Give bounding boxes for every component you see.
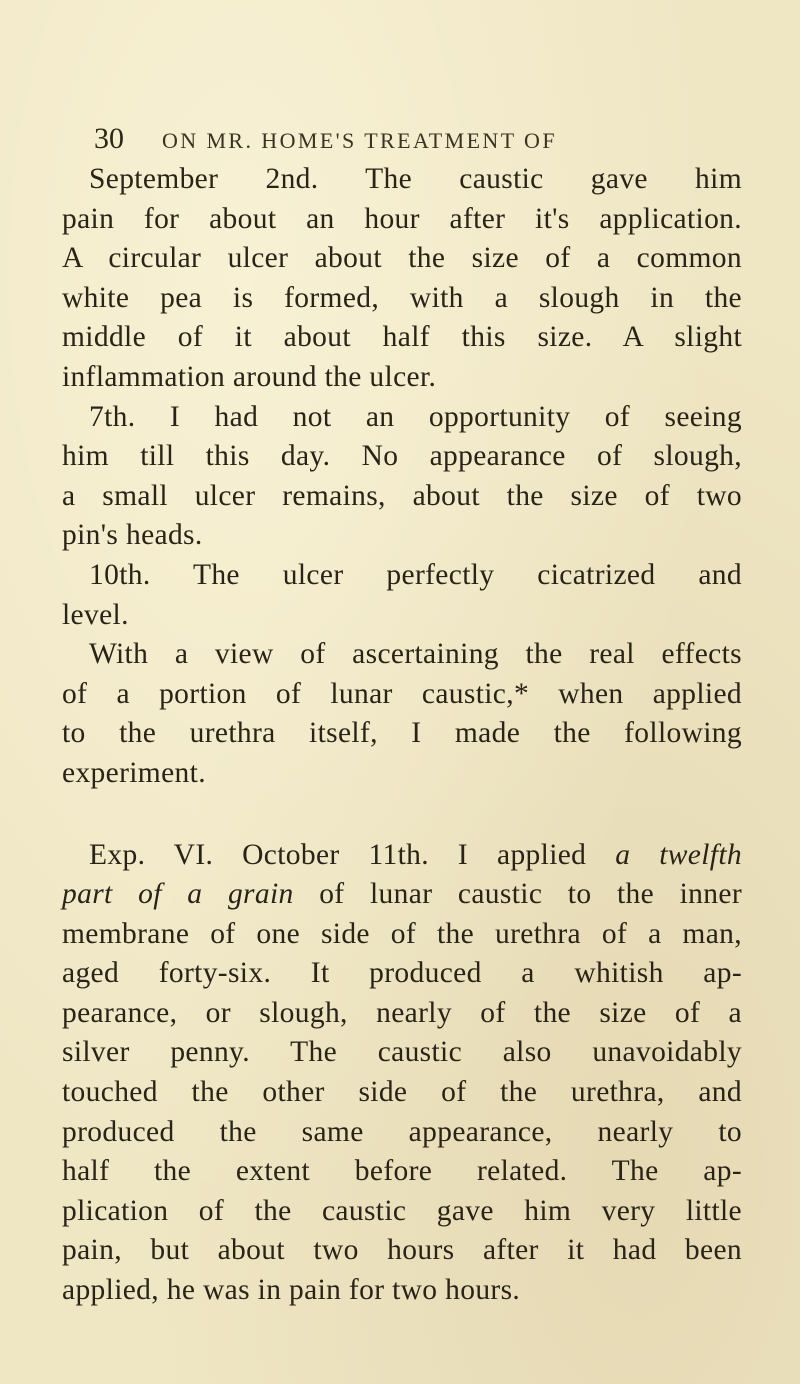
text-line: 7th. I had not an opportunity of seeing [89,400,742,433]
text-line: middle of it about half this size. A slight [62,321,742,354]
text-line: A circular ulcer about the size of a common [62,242,742,275]
text-line: 10th. The ulcer perfectly cicatrized and [89,558,742,591]
experiment-dose-italic-1: a twelfth [615,838,742,871]
text-line: a small ulcer remains, about the size of two [62,479,742,512]
text-line: pin's heads. [62,519,203,552]
text-line: applied, he was in pain for two hours. [62,1274,521,1307]
text-line: white pea is formed, with a slough in the [62,281,742,314]
running-title: ON MR. HOME'S TREATMENT OF [162,128,557,153]
text-line: experiment. [62,756,206,789]
text-line: half the extent before related. The ap- [62,1155,742,1188]
experiment-lead-in: Exp. VI. October 11th. I applied [89,838,587,871]
text-line: produced the same appearance, nearly to [62,1115,742,1148]
text-line: silver penny. The caustic also unavoidably [62,1036,742,1069]
text-line: pain for about an hour after it's application. [62,202,742,235]
text-line: pain, but about two hours after it had been [62,1234,742,1267]
experiment-heading-line [62,836,742,876]
body-text [62,160,742,1311]
paragraph-gap [62,794,742,836]
text-line: pearance, or slough, nearly of the size of a [62,996,742,1029]
text-line: level. [62,598,129,631]
text-line: inflammation around the ulcer. [62,360,437,393]
text-line: to the urethra itself, I made the following [62,717,742,750]
text-line: aged forty-six. It produced a whitish ap- [62,957,742,990]
text-line: touched the other side of the urethra, and [62,1076,742,1109]
page-number: 30 [94,122,124,155]
text-line: of a portion of lunar caustic,* when applied [62,677,742,710]
text-line: membrane of one side of the urethra of a man, [62,917,742,950]
text-line: September 2nd. The caustic gave him [89,163,742,195]
text-line: With a view of ascertaining the real effects [89,638,742,671]
text-line: plication of the caustic gave him very little [62,1194,742,1227]
running-head [94,122,734,156]
experiment-dose-italic-2: part of a grain [62,878,294,911]
text-line [62,875,742,915]
experiment-line-rest: of lunar caustic to the inner [319,878,742,911]
text-line: him till this day. No appearance of slough, [62,440,742,473]
